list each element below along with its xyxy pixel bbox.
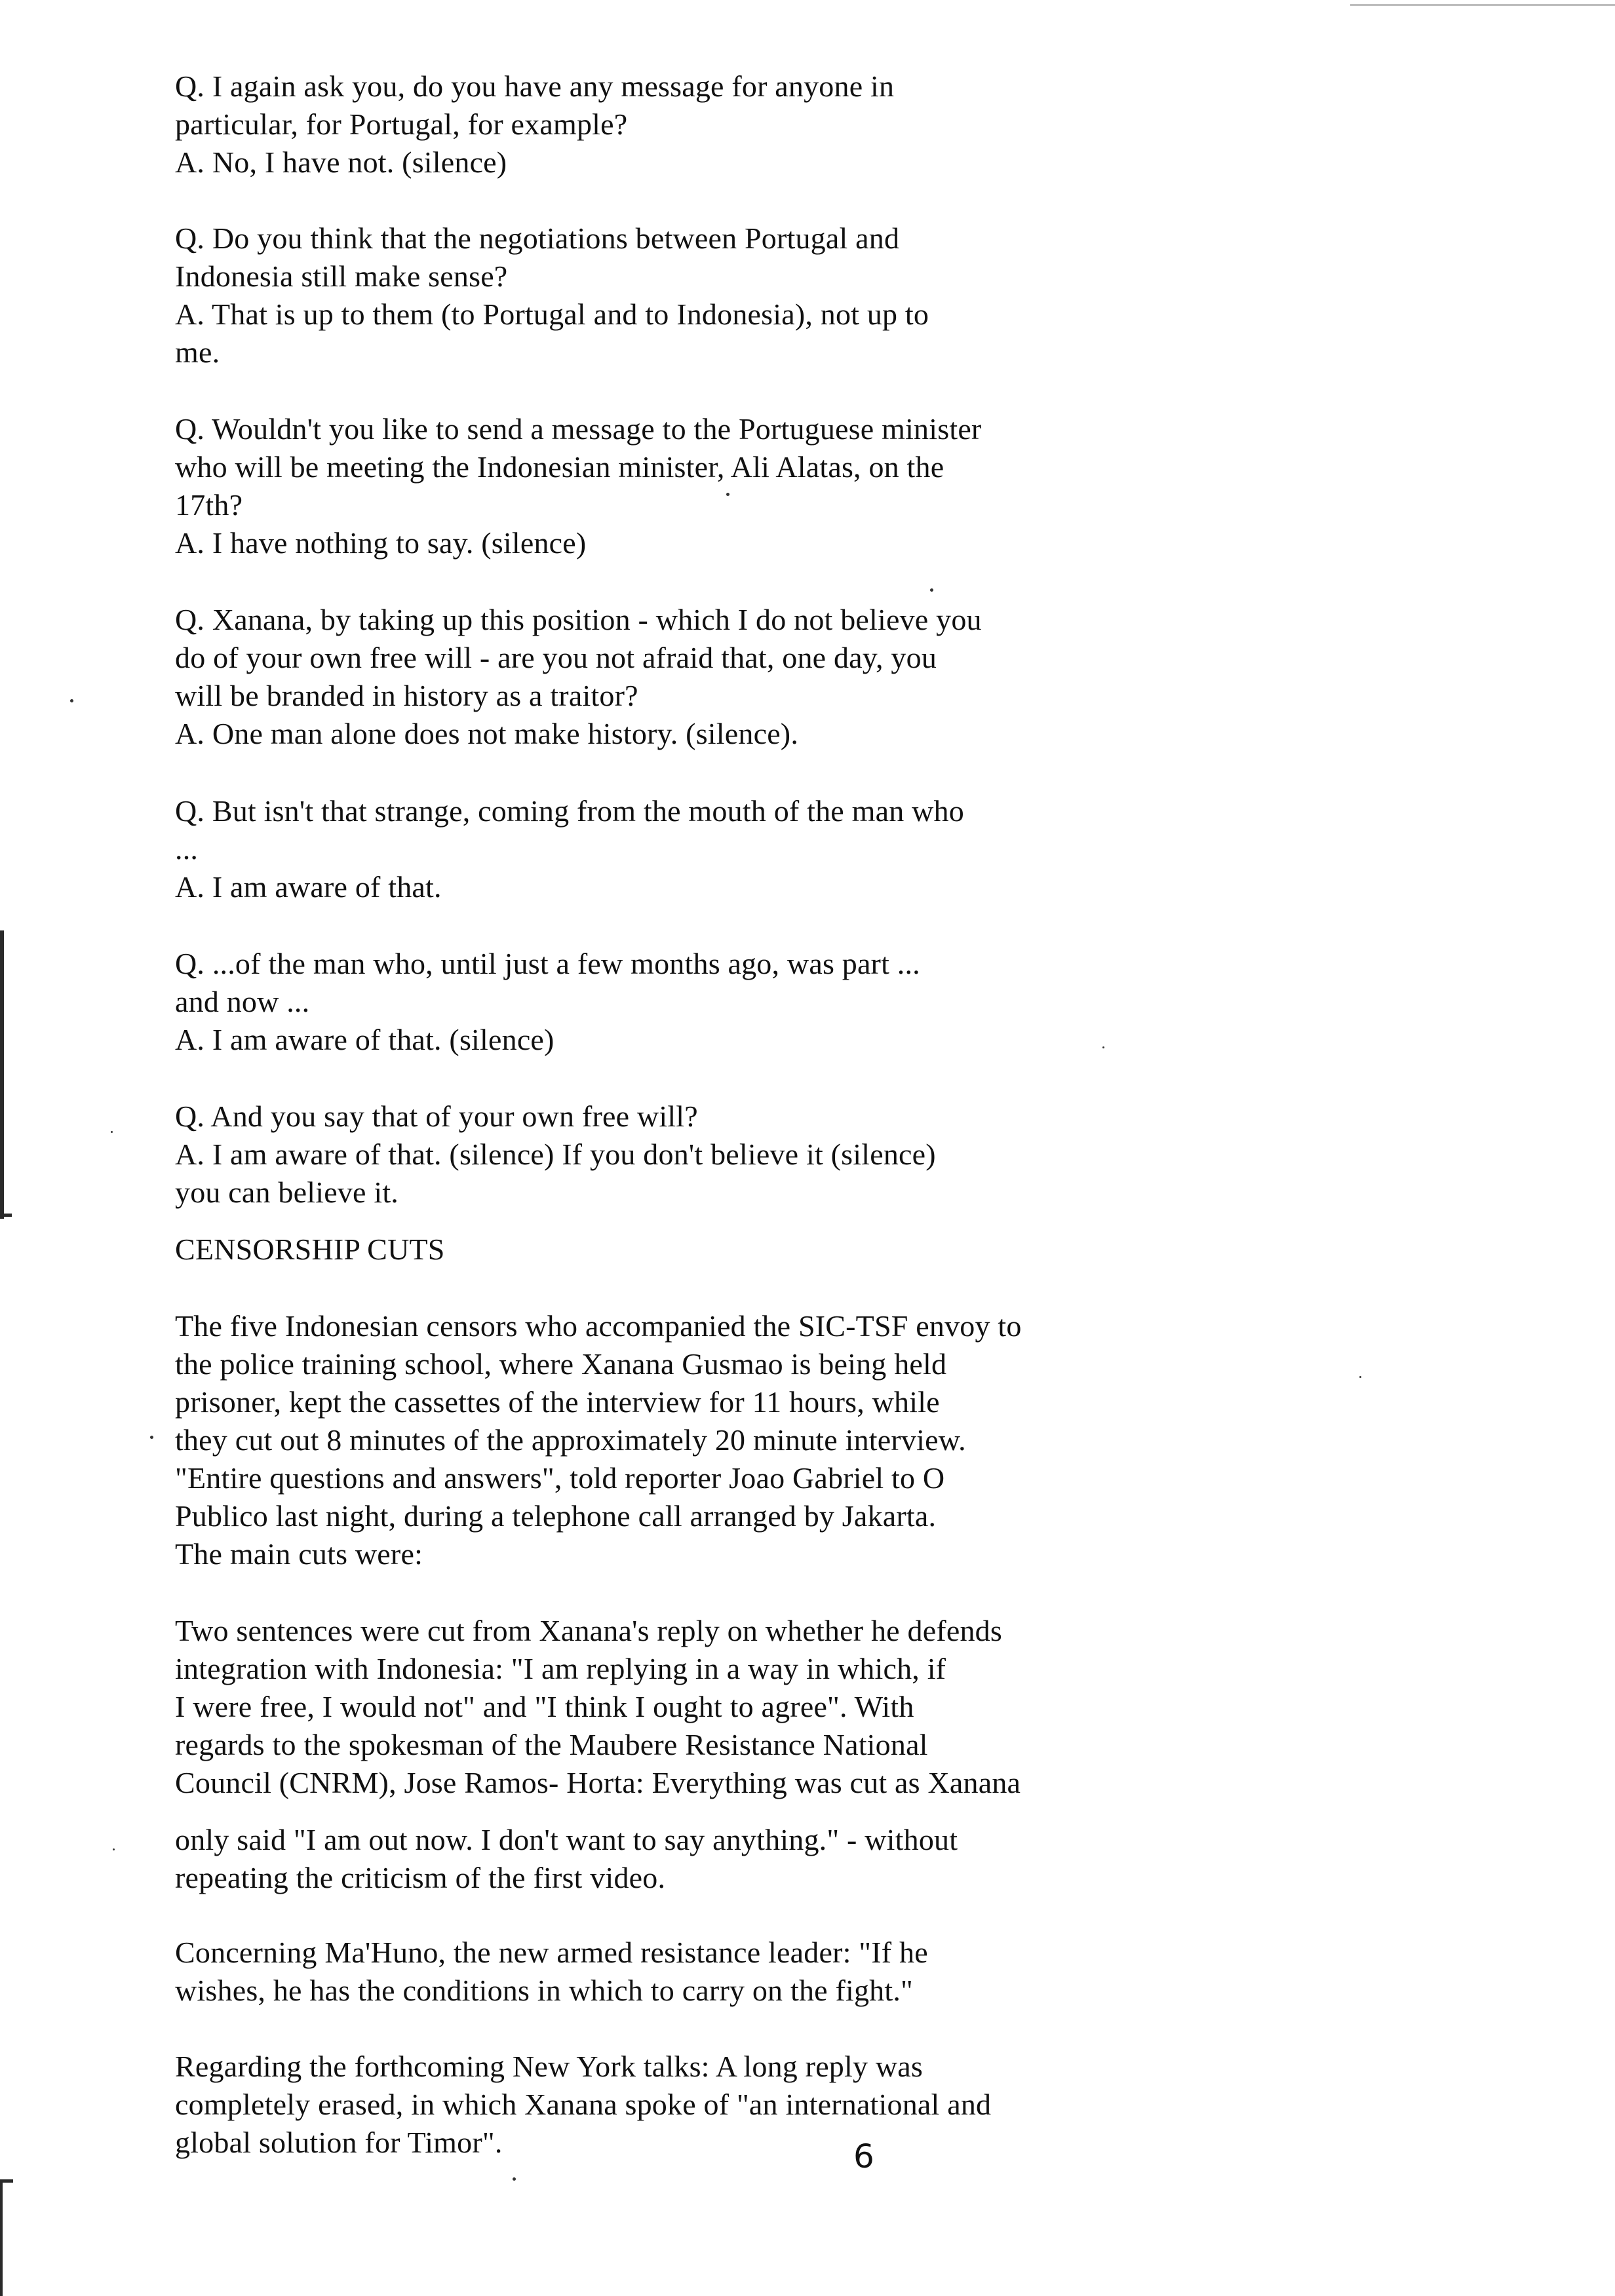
scan-speck xyxy=(113,1848,115,1850)
scan-top-rule xyxy=(1350,4,1615,6)
scan-edge-mark xyxy=(0,930,4,1219)
text-line: will be branded in history as a traitor? xyxy=(175,679,638,712)
text-line: you can believe it. xyxy=(175,1176,399,1209)
text-line: Q. ...of the man who, until just a few months ago, was part ... xyxy=(175,947,920,980)
section-heading: CENSORSHIP CUTS xyxy=(175,1233,445,1266)
text-line: regards to the spokesman of the Maubere Resistance National xyxy=(175,1728,928,1761)
scan-bottom-edge-mark xyxy=(0,2179,3,2296)
scan-speck xyxy=(513,2177,516,2181)
text-line: The main cuts were: xyxy=(175,1537,423,1571)
text-line: do of your own free will - are you not afraid that, one day, you xyxy=(175,641,937,674)
text-line: they cut out 8 minutes of the approximately 20 minute interview. xyxy=(175,1423,966,1457)
text-line: Q. Do you think that the negotiations between Portugal and xyxy=(175,221,900,255)
text-line: A. I am aware of that. (silence) If you don't believe it (silence) xyxy=(175,1138,936,1171)
text-line: wishes, he has the conditions in which to carry on the fight." xyxy=(175,1974,914,2007)
text-line: global solution for Timor". xyxy=(175,2126,503,2159)
text-line: me. xyxy=(175,335,220,369)
text-line: Q. But isn't that strange, coming from the mouth of the man who xyxy=(175,794,964,828)
text-line: A. One man alone does not make history. (silence). xyxy=(175,717,799,750)
text-line: repeating the criticism of the first video. xyxy=(175,1861,666,1894)
text-line: A. That is up to them (to Portugal and to Indonesia), not up to xyxy=(175,297,929,331)
text-line: Q. I again ask you, do you have any message for anyone in xyxy=(175,69,895,103)
text-line: Two sentences were cut from Xanana's reply on whether he defends xyxy=(175,1614,1002,1647)
page-number: 6 xyxy=(853,2137,874,2175)
scan-speck xyxy=(726,493,730,496)
text-line: 17th? xyxy=(175,488,243,522)
scan-bottom-edge-tick xyxy=(0,2179,13,2183)
scan-speck xyxy=(150,1436,153,1439)
text-line: A. I am aware of that. (silence) xyxy=(175,1023,555,1056)
text-line: Indonesia still make sense? xyxy=(175,259,508,293)
scan-speck xyxy=(1359,1376,1361,1378)
scan-speck xyxy=(70,699,73,702)
text-line: Publico last night, during a telephone call arranged by Jakarta. xyxy=(175,1499,937,1533)
text-line: Q. And you say that of your own free will? xyxy=(175,1100,698,1133)
text-line: prisoner, kept the cassettes of the interview for 11 hours, while xyxy=(175,1385,940,1419)
text-line: Q. Xanana, by taking up this position - which I do not believe you xyxy=(175,603,982,636)
text-line: Council (CNRM), Jose Ramos- Horta: Everything was cut as Xanana xyxy=(175,1766,1021,1799)
scan-edge-tick xyxy=(0,1214,12,1217)
scan-speck xyxy=(930,588,933,592)
text-line: only said "I am out now. I don't want to say anything." - without xyxy=(175,1823,958,1856)
scan-speck xyxy=(111,1131,113,1133)
text-line: integration with Indonesia: "I am replying in a way in which, if xyxy=(175,1652,946,1685)
text-line: A. I have nothing to say. (silence) xyxy=(175,526,587,560)
text-line: ... xyxy=(175,832,199,866)
text-line: The five Indonesian censors who accompanied the SIC-TSF envoy to xyxy=(175,1309,1022,1343)
text-line: A. No, I have not. (silence) xyxy=(175,145,507,179)
text-line: who will be meeting the Indonesian minister, Ali Alatas, on the xyxy=(175,450,944,484)
text-line: I were free, I would not" and "I think I ought to agree". With xyxy=(175,1690,914,1723)
text-line: Regarding the forthcoming New York talks: A long reply was xyxy=(175,2050,924,2083)
text-line: "Entire questions and answers", told reporter Joao Gabriel to O xyxy=(175,1461,945,1495)
text-line: completely erased, in which Xanana spoke of "an international and xyxy=(175,2088,992,2121)
text-line: Concerning Ma'Huno, the new armed resistance leader: "If he xyxy=(175,1936,928,1969)
scan-speck xyxy=(1102,1046,1104,1048)
text-line: A. I am aware of that. xyxy=(175,870,442,904)
text-line: and now ... xyxy=(175,985,310,1018)
text-line: Q. Wouldn't you like to send a message to the Portuguese minister xyxy=(175,412,982,446)
text-line: particular, for Portugal, for example? xyxy=(175,107,628,141)
text-line: the police training school, where Xanana Gusmao is being held xyxy=(175,1347,947,1381)
